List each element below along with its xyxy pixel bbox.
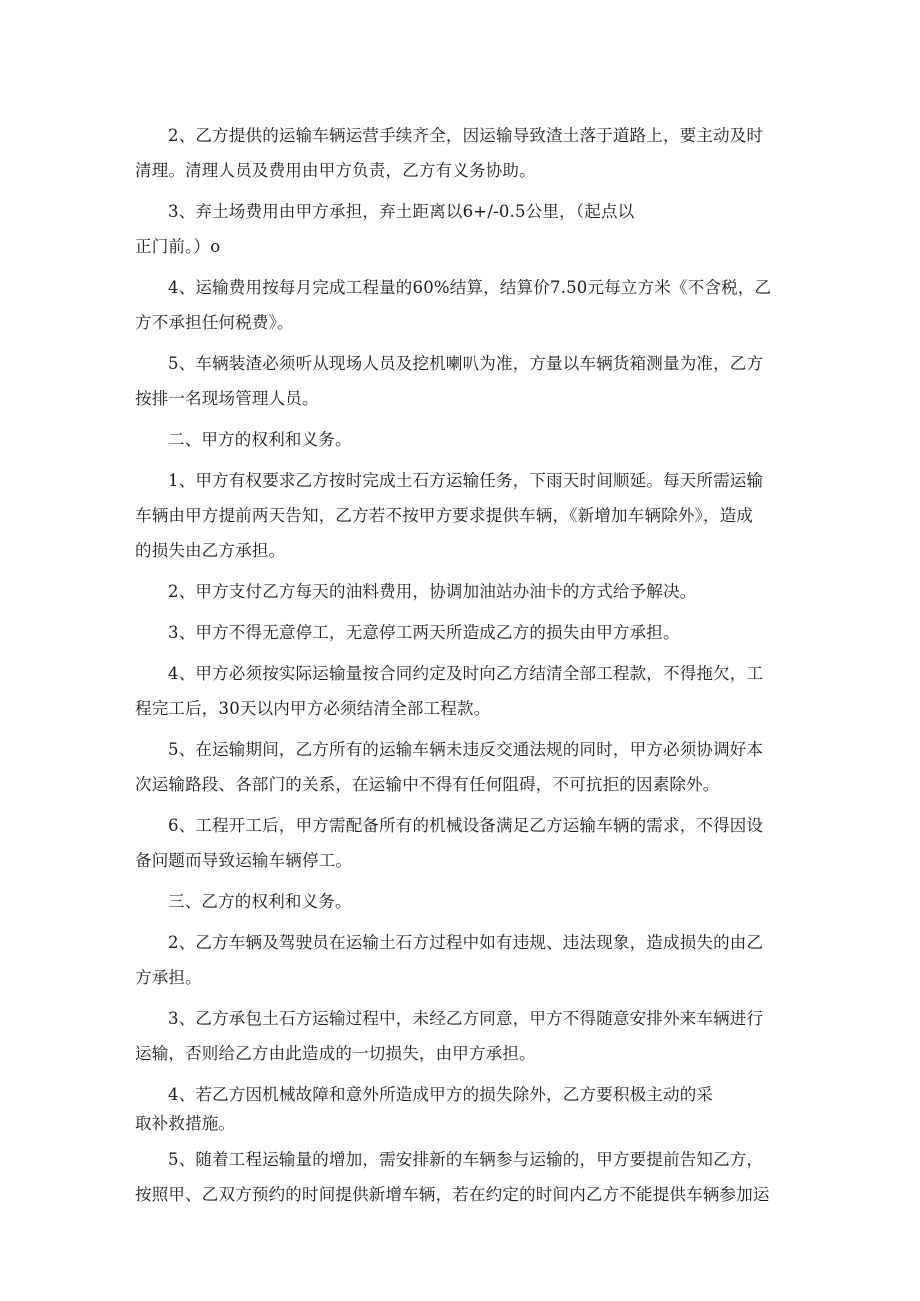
text-line: 2、甲方支付乙方每天的油料费用，协调加油站办油卡的方式给予解决。 [168, 582, 697, 601]
clause-c5 [135, 1142, 785, 1212]
text-line: 3、甲方不得无意停工，无意停工两天所造成乙方的损失由甲方承担。 [168, 623, 680, 642]
clause-a4 [135, 270, 785, 340]
text-line: 备问题而导致运输车辆停工。 [135, 851, 353, 870]
text-line: 清理。清理人员及费用由甲方负责，乙方有义务协助。 [135, 161, 536, 180]
text-line: 3、弃土场费用由甲方承担，弃土距离以6+/-0.5公里，（起点以 [168, 202, 635, 221]
clause-b3 [135, 615, 785, 650]
text-line: 2、乙方车辆及驾驶员在运输土石方过程中如有违规、违法现象，造成损失的由乙 [168, 933, 764, 952]
text-line: 2、乙方提供的运输车辆运营手续齐全，因运输导致渣土落于道路上，要主动及时 [168, 126, 764, 145]
text-line: 方承担。 [135, 968, 202, 987]
clause-c2 [135, 925, 785, 995]
clause-b6 [135, 808, 785, 878]
text-line: 5、在运输期间，乙方所有的运输车辆未违反交通法规的同时，甲方必须协调好本 [168, 740, 764, 759]
text-line: 5、随着工程运输量的增加，需安排新的车辆参与运输的，甲方要提前告知乙方， [168, 1150, 764, 1169]
text-line: 4、甲方必须按实际运输量按合同约定及时向乙方结清全部工程款，不得拖欠，工 [168, 664, 764, 683]
text-line: 的损失由乙方承担。 [135, 541, 286, 560]
text-line: 5、车辆装渣必须听从现场人员及挖机喇叭为准，方量以车辆货箱测量为准，乙方 [168, 354, 764, 373]
text-line: 4、运输费用按每月完成工程量的60%结算，结算价7.50元每立方米《不含税，乙 [168, 278, 772, 297]
text-line: 6、工程开工后，甲方需配备所有的机械设备满足乙方运输车辆的需求，不得因设 [168, 816, 764, 835]
clause-a5 [135, 346, 785, 416]
text-line: 按照甲、乙双方预约的时间提供新增车辆，若在约定的时间内乙方不能提供车辆参加运 [135, 1185, 770, 1204]
clause-c3 [135, 1001, 785, 1071]
text-line: 运输，否则给乙方由此造成的一切损失，由甲方承担。 [135, 1044, 536, 1063]
clause-a2 [135, 118, 785, 188]
text-line: 按排一名现场管理人员。 [135, 389, 319, 408]
clause-b5 [135, 732, 785, 802]
text-line: 次运输路段、各部门的关系，在运输中不得有任何阻碍，不可抗拒的因素除外。 [135, 775, 720, 794]
text-line: 3、乙方承包土石方运输过程中，未经乙方同意，甲方不得随意安排外来车辆进行 [168, 1009, 764, 1028]
text-line: 正门前。）o [135, 237, 221, 256]
document-page [135, 118, 785, 1218]
clause-b4 [135, 656, 785, 726]
text-line: 方不承担任何税费》。 [135, 313, 294, 332]
clause-a3 [135, 194, 785, 264]
text-line: 1、甲方有权要求乙方按时完成土石方运输任务，下雨天时间顺延。每天所需运输 [168, 471, 764, 490]
clause-b1 [135, 463, 785, 568]
text-line: 车辆由甲方提前两天告知，乙方若不按甲方要求提供车辆，《新增加车辆除外》，造成 [135, 506, 754, 525]
clause-b2 [135, 574, 785, 609]
section-heading-2: 二、甲方的权利和义务。 [168, 430, 352, 449]
text-line: 取补救措施。 [135, 1114, 236, 1133]
clause-c4 [135, 1077, 785, 1136]
text-line: 4、若乙方因机械故障和意外所造成甲方的损失除外，乙方要积极主动的采 [168, 1085, 714, 1104]
text-line: 程完工后，30天以内甲方必须结清全部工程款。 [135, 699, 491, 718]
section-heading-3: 三、乙方的权利和义务。 [168, 892, 352, 911]
